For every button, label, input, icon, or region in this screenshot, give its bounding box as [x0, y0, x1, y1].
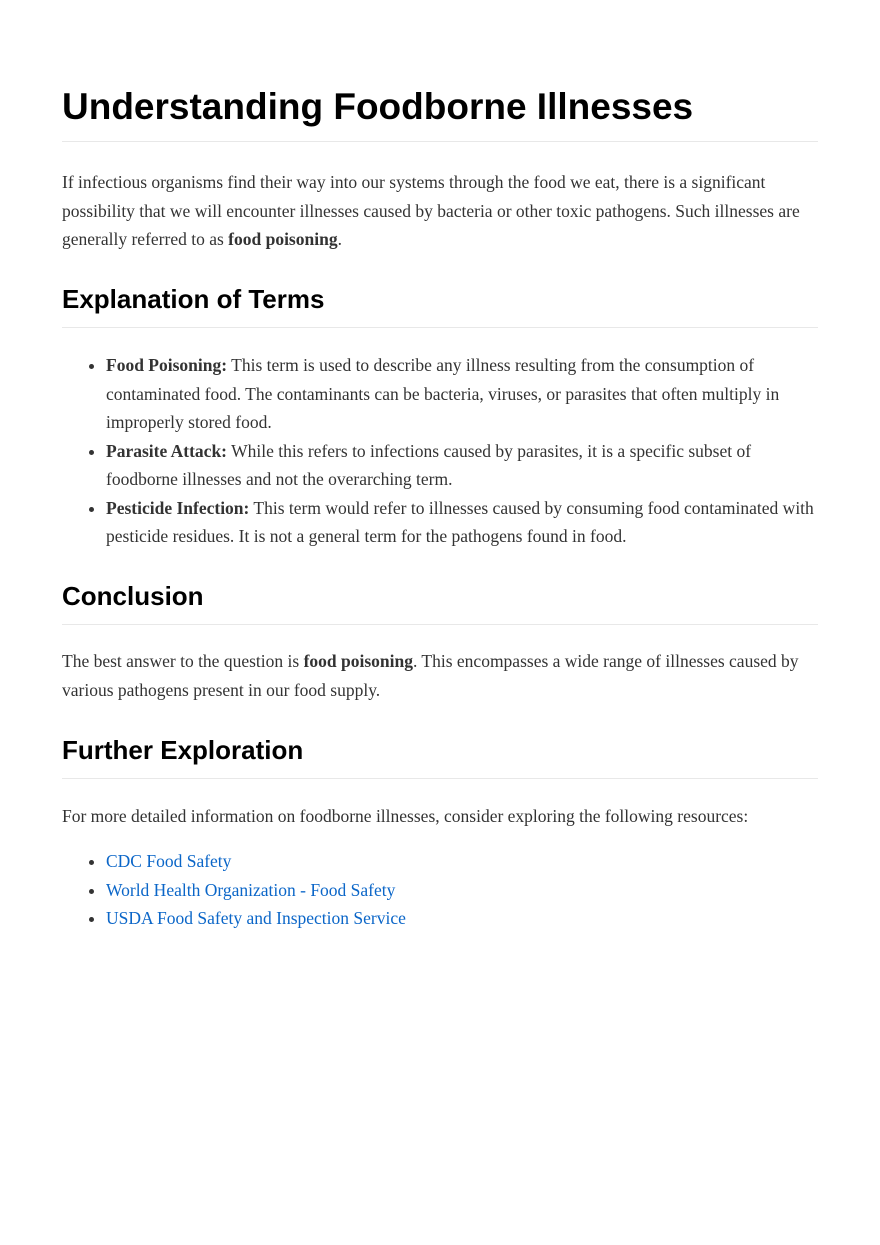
term-label: Pesticide Infection: — [106, 497, 250, 518]
terms-list — [62, 351, 818, 551]
conclusion-bold: food poisoning — [303, 651, 413, 671]
list-item — [106, 876, 818, 905]
intro-end: . — [337, 229, 342, 249]
link-who-food-safety[interactable]: World Health Organization - Food Safety — [106, 879, 396, 900]
link-usda-fsis[interactable]: USDA Food Safety and Inspection Service — [106, 908, 406, 928]
term-text: While this refers to infections caused by parasites, it is a specific subset of foodborne illnesses and not the overarching term. — [106, 440, 752, 489]
intro-paragraph — [62, 168, 818, 254]
list-item — [106, 437, 818, 494]
term-label: Food Poisoning: — [106, 355, 228, 375]
conclusion-paragraph — [62, 647, 818, 704]
intro-bold: food poisoning — [228, 229, 338, 249]
page-title: Understanding Foodborne Illnesses — [62, 85, 818, 142]
further-heading: Further Exploration — [62, 734, 818, 779]
resources-list — [62, 847, 818, 933]
link-cdc-food-safety[interactable]: CDC Food Safety — [106, 851, 232, 871]
list-item — [106, 847, 818, 876]
intro-text: If infectious organisms find their way into our systems through the food we eat, there is a significant possibility that we will encounter illnesses caused by bacteria or other toxic pathogens. Such illnesses are generally referred to as — [62, 172, 800, 249]
term-text: This term would refer to illnesses caused by consuming food contaminated with pesticide residues. It is not a general term for the pathogens found in food. — [106, 497, 814, 546]
list-item — [106, 494, 818, 551]
term-label: Parasite Attack: — [106, 440, 228, 461]
list-item — [106, 351, 818, 437]
terms-heading: Explanation of Terms — [62, 283, 818, 328]
list-item — [106, 904, 818, 933]
conclusion-end: . This encompasses a wide range of illnesses caused by various pathogens present in our food supply. — [62, 651, 799, 700]
conclusion-heading: Conclusion — [62, 580, 818, 625]
term-text: This term is used to describe any illness resulting from the consumption of contaminated food. The contaminants can be bacteria, viruses, or parasites that often multiply in improperly stored food. — [106, 355, 780, 432]
further-paragraph: For more detailed information on foodborne illnesses, consider exploring the following resources: — [62, 806, 749, 826]
conclusion-text: The best answer to the question is — [62, 651, 304, 671]
